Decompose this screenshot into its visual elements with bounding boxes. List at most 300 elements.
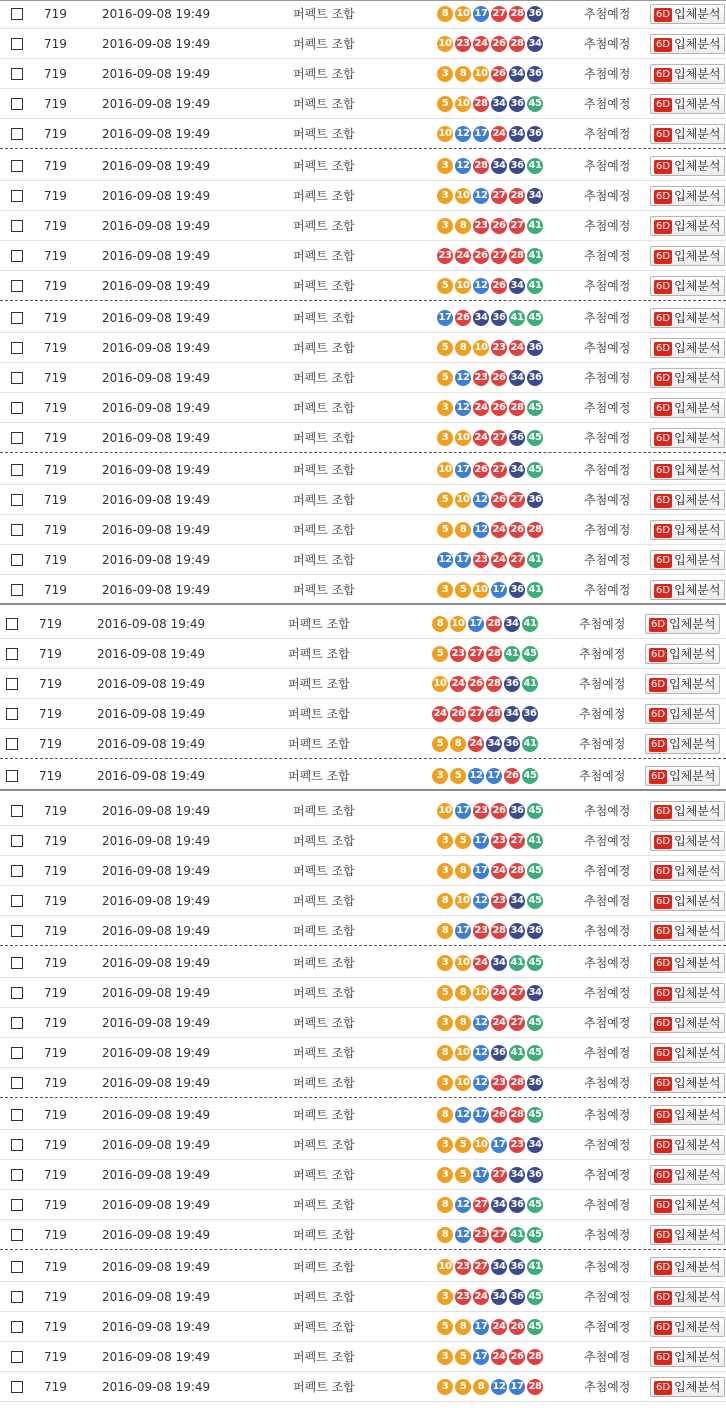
combination-type: 퍼펙트 조합 <box>293 1138 355 1152</box>
analysis-button-label: 입체분석 <box>674 67 721 81</box>
lotto-ball: 17 <box>437 310 453 326</box>
row-checkbox[interactable] <box>11 160 23 172</box>
round-number: 719 <box>44 553 67 567</box>
combination-type: 퍼펙트 조합 <box>288 617 350 631</box>
lotto-ball: 23 <box>455 1289 471 1305</box>
analysis-3d-button[interactable] <box>650 1287 725 1307</box>
lotto-ball: 24 <box>473 1289 489 1305</box>
row-checkbox[interactable] <box>11 1109 23 1121</box>
lotto-ball: 5 <box>455 1167 471 1183</box>
lotto-ball: 34 <box>491 158 507 174</box>
row-checkbox[interactable] <box>6 738 18 750</box>
row-checkbox[interactable] <box>11 128 23 140</box>
analysis-3d-button[interactable] <box>650 276 725 296</box>
analysis-3d-button[interactable] <box>650 460 725 480</box>
draw-status: 추첨예정 <box>584 431 631 445</box>
round-number: 719 <box>44 189 67 203</box>
row-checkbox[interactable] <box>11 1077 23 1089</box>
analysis-button-label: 입체분석 <box>674 431 721 445</box>
badge-6d: 6D <box>656 1018 671 1029</box>
lotto-ball: 27 <box>468 646 484 662</box>
row-checkbox[interactable] <box>11 1229 23 1241</box>
lotto-ball: 5 <box>437 96 453 112</box>
row-checkbox[interactable] <box>11 220 23 232</box>
draw-date: 2016-09-08 19:49 <box>102 1076 211 1090</box>
lotto-ball: 24 <box>509 340 525 356</box>
draw-date: 2016-09-08 19:49 <box>97 769 206 783</box>
lotto-ball: 8 <box>455 522 471 538</box>
analysis-3d-button[interactable] <box>650 186 725 206</box>
analysis-3d-button[interactable] <box>650 953 725 973</box>
row-checkbox[interactable] <box>6 618 18 630</box>
table-row <box>0 334 726 363</box>
lotto-ball: 3 <box>437 1349 453 1365</box>
lotto-number-balls <box>437 1259 545 1275</box>
row-checkbox[interactable] <box>11 1321 23 1333</box>
draw-status: 추첨예정 <box>584 67 631 81</box>
analysis-button-label: 입체분석 <box>674 1380 721 1394</box>
draw-date: 2016-09-08 19:49 <box>97 737 206 751</box>
draw-date: 2016-09-08 19:49 <box>102 1016 211 1030</box>
lotto-ball: 10 <box>450 616 466 632</box>
badge-6d: 6D <box>656 433 671 444</box>
lotto-ball: 34 <box>504 706 520 722</box>
lotto-ball: 17 <box>473 1167 489 1183</box>
round-number: 719 <box>44 1380 67 1394</box>
analysis-3d-button[interactable] <box>650 520 725 540</box>
row-checkbox[interactable] <box>11 1199 23 1211</box>
table-row <box>0 152 726 181</box>
lotto-ball: 34 <box>509 66 525 82</box>
draw-date: 2016-09-08 19:49 <box>102 189 211 203</box>
lotto-ball: 3 <box>437 158 453 174</box>
draw-date: 2016-09-08 19:49 <box>102 1290 211 1304</box>
lotto-ball: 23 <box>473 923 489 939</box>
combination-type: 퍼펙트 조합 <box>293 924 355 938</box>
draw-date: 2016-09-08 19:49 <box>102 431 211 445</box>
row-checkbox[interactable] <box>11 805 23 817</box>
round-number: 719 <box>44 924 67 938</box>
lotto-ball: 36 <box>504 736 520 752</box>
draw-status: 추첨예정 <box>579 737 626 751</box>
lotto-ball: 28 <box>486 646 502 662</box>
analysis-3d-button[interactable] <box>650 1105 725 1125</box>
analysis-3d-button[interactable] <box>650 428 725 448</box>
lotto-ball: 5 <box>437 1319 453 1335</box>
row-checkbox[interactable] <box>11 250 23 262</box>
lotto-ball: 24 <box>473 430 489 446</box>
lotto-ball: 10 <box>437 462 453 478</box>
combination-type: 퍼펙트 조합 <box>293 1320 355 1334</box>
table-row <box>0 60 726 89</box>
analysis-button-label: 입체분석 <box>674 371 721 385</box>
lotto-ball: 41 <box>527 218 543 234</box>
lotto-ball: 5 <box>437 985 453 1001</box>
analysis-3d-button[interactable] <box>650 4 725 24</box>
combination-type: 퍼펙트 조합 <box>293 493 355 507</box>
row-checkbox[interactable] <box>11 312 23 324</box>
badge-6d: 6D <box>656 1230 671 1241</box>
lotto-ball: 36 <box>491 1045 507 1061</box>
table-row <box>0 486 726 515</box>
lotto-number-balls <box>437 1015 545 1031</box>
table-row <box>0 30 726 59</box>
row-checkbox[interactable] <box>11 895 23 907</box>
lotto-ball: 26 <box>491 492 507 508</box>
lotto-ball: 12 <box>491 1379 507 1395</box>
draw-status: 추첨예정 <box>584 127 631 141</box>
lotto-ball: 45 <box>527 893 543 909</box>
table-row <box>0 242 726 271</box>
analysis-button-label: 입체분석 <box>674 986 721 1000</box>
analysis-3d-button[interactable] <box>650 861 725 881</box>
analysis-3d-button[interactable] <box>650 921 725 941</box>
combination-type: 퍼펙트 조합 <box>293 189 355 203</box>
row-checkbox[interactable] <box>11 464 23 476</box>
lotto-ball: 12 <box>455 126 471 142</box>
row-checkbox[interactable] <box>11 1047 23 1059</box>
lotto-ball: 27 <box>473 1197 489 1213</box>
draw-status: 추첨예정 <box>579 647 626 661</box>
badge-6d: 6D <box>656 9 671 20</box>
lotto-ball: 10 <box>455 430 471 446</box>
draw-date: 2016-09-08 19:49 <box>102 279 211 293</box>
draw-status: 추첨예정 <box>584 1380 631 1394</box>
row-checkbox[interactable] <box>6 678 18 690</box>
lotto-ball: 5 <box>437 340 453 356</box>
lotto-ball: 27 <box>509 218 525 234</box>
lotto-ball: 26 <box>491 370 507 386</box>
combination-type: 퍼펙트 조합 <box>288 677 350 691</box>
badge-6d: 6D <box>656 1382 671 1393</box>
analysis-3d-button[interactable] <box>645 674 720 694</box>
lotto-number-balls <box>437 1319 545 1335</box>
lotto-ball: 41 <box>527 552 543 568</box>
analysis-3d-button[interactable] <box>650 1165 725 1185</box>
analysis-button-label: 입체분석 <box>674 189 721 203</box>
lotto-ball: 45 <box>527 462 543 478</box>
analysis-3d-button[interactable] <box>645 644 720 664</box>
draw-status: 추첨예정 <box>584 341 631 355</box>
lotto-ball: 34 <box>491 955 507 971</box>
analysis-3d-button[interactable] <box>650 398 725 418</box>
round-number: 719 <box>44 1108 67 1122</box>
lotto-ball: 17 <box>491 1137 507 1153</box>
analysis-3d-button[interactable] <box>650 124 725 144</box>
badge-6d: 6D <box>656 1292 671 1303</box>
badge-6d: 6D <box>656 1200 671 1211</box>
draw-date: 2016-09-08 19:49 <box>102 7 211 21</box>
draw-status: 추첨예정 <box>584 1228 631 1242</box>
row-checkbox[interactable] <box>11 8 23 20</box>
round-number: 719 <box>44 159 67 173</box>
draw-status: 추첨예정 <box>584 1016 631 1030</box>
lotto-number-balls <box>437 400 545 416</box>
badge-6d: 6D <box>651 739 666 750</box>
badge-6d: 6D <box>656 313 671 324</box>
lotto-ball: 17 <box>473 863 489 879</box>
badge-6d: 6D <box>656 1352 671 1363</box>
draw-date: 2016-09-08 19:49 <box>102 463 211 477</box>
lotto-ball: 41 <box>527 278 543 294</box>
table-row <box>0 516 726 545</box>
draw-status: 추첨예정 <box>584 894 631 908</box>
row-checkbox[interactable] <box>11 432 23 444</box>
lotto-ball: 3 <box>437 400 453 416</box>
row-checkbox[interactable] <box>11 1261 23 1273</box>
analysis-3d-button[interactable] <box>650 801 725 821</box>
round-number: 719 <box>44 986 67 1000</box>
draw-date: 2016-09-08 19:49 <box>102 894 211 908</box>
analysis-3d-button[interactable] <box>650 216 725 236</box>
analysis-3d-button[interactable] <box>645 734 720 754</box>
analysis-3d-button[interactable] <box>650 1043 725 1063</box>
row-checkbox[interactable] <box>11 1169 23 1181</box>
lotto-ball: 10 <box>437 126 453 142</box>
badge-6d: 6D <box>656 373 671 384</box>
draw-status: 추첨예정 <box>584 553 631 567</box>
lotto-number-balls <box>437 522 545 538</box>
lotto-ball: 8 <box>437 893 453 909</box>
row-checkbox[interactable] <box>11 38 23 50</box>
analysis-button-label: 입체분석 <box>674 1320 721 1334</box>
lotto-number-balls <box>437 188 545 204</box>
analysis-button-label: 입체분석 <box>674 1198 721 1212</box>
lotto-ball: 24 <box>491 522 507 538</box>
row-checkbox[interactable] <box>11 1017 23 1029</box>
lotto-ball: 3 <box>437 863 453 879</box>
table-row <box>0 949 726 978</box>
row-checkbox[interactable] <box>11 1381 23 1393</box>
row-checkbox[interactable] <box>11 584 23 596</box>
lotto-ball: 23 <box>491 833 507 849</box>
lotto-ball: 10 <box>437 36 453 52</box>
lotto-ball: 45 <box>527 1107 543 1123</box>
lotto-ball: 36 <box>509 96 525 112</box>
lotto-ball: 17 <box>473 6 489 22</box>
lotto-ball: 26 <box>509 522 525 538</box>
draw-date: 2016-09-08 19:49 <box>102 493 211 507</box>
lotto-ball: 12 <box>437 552 453 568</box>
lotto-ball: 27 <box>509 552 525 568</box>
lotto-ball: 3 <box>437 1137 453 1153</box>
analysis-3d-button[interactable] <box>650 1073 725 1093</box>
draw-status: 추첨예정 <box>584 97 631 111</box>
analysis-3d-button[interactable] <box>650 1013 725 1033</box>
lotto-ball: 45 <box>527 1045 543 1061</box>
analysis-3d-button[interactable] <box>650 490 725 510</box>
combination-type: 퍼펙트 조합 <box>293 311 355 325</box>
badge-6d: 6D <box>656 926 671 937</box>
table-row <box>0 1373 726 1402</box>
lotto-ball: 27 <box>509 1015 525 1031</box>
combination-type: 퍼펙트 조합 <box>288 647 350 661</box>
draw-date: 2016-09-08 19:49 <box>102 924 211 938</box>
row-checkbox[interactable] <box>11 925 23 937</box>
draw-date: 2016-09-08 19:49 <box>102 1138 211 1152</box>
lotto-ball: 8 <box>455 218 471 234</box>
row-checkbox[interactable] <box>11 1291 23 1303</box>
badge-6d: 6D <box>656 403 671 414</box>
row-checkbox[interactable] <box>11 494 23 506</box>
row-checkbox[interactable] <box>11 372 23 384</box>
lotto-ball: 24 <box>491 1349 507 1365</box>
analysis-3d-button[interactable] <box>650 64 725 84</box>
combination-type: 퍼펙트 조합 <box>293 341 355 355</box>
analysis-3d-button[interactable] <box>645 766 720 786</box>
row-checkbox[interactable] <box>6 708 18 720</box>
analysis-3d-button[interactable] <box>650 1377 725 1397</box>
row-checkbox[interactable] <box>11 1139 23 1151</box>
draw-status: 추첨예정 <box>584 493 631 507</box>
lotto-ball: 34 <box>527 188 543 204</box>
table-row <box>0 394 726 423</box>
analysis-3d-button[interactable] <box>650 1225 725 1245</box>
row-checkbox[interactable] <box>11 554 23 566</box>
analysis-3d-button[interactable] <box>650 550 725 570</box>
row-checkbox[interactable] <box>6 770 18 782</box>
round-number: 719 <box>44 834 67 848</box>
table-row <box>0 797 726 826</box>
lotto-ball: 23 <box>473 1227 489 1243</box>
lotto-ball: 12 <box>455 158 471 174</box>
combination-type: 퍼펙트 조합 <box>293 523 355 537</box>
round-number: 719 <box>44 279 67 293</box>
round-number: 719 <box>44 463 67 477</box>
lotto-ball: 45 <box>527 1289 543 1305</box>
analysis-3d-button[interactable] <box>650 308 725 328</box>
lotto-number-balls <box>437 1227 545 1243</box>
lotto-ball: 5 <box>455 1349 471 1365</box>
lotto-ball: 12 <box>473 1045 489 1061</box>
lotto-ball: 28 <box>486 676 502 692</box>
table-row <box>0 670 726 699</box>
analysis-3d-button[interactable] <box>650 1257 725 1277</box>
lotto-ball: 45 <box>527 1197 543 1213</box>
row-checkbox[interactable] <box>11 987 23 999</box>
table-row <box>0 456 726 485</box>
badge-6d: 6D <box>656 99 671 110</box>
row-checkbox[interactable] <box>11 524 23 536</box>
badge-6d: 6D <box>651 619 666 630</box>
lotto-number-balls <box>437 893 545 909</box>
analysis-3d-button[interactable] <box>650 156 725 176</box>
lotto-ball: 26 <box>491 66 507 82</box>
lotto-ball: 26 <box>450 706 466 722</box>
analysis-3d-button[interactable] <box>650 94 725 114</box>
draw-status: 추첨예정 <box>584 249 631 263</box>
badge-6d: 6D <box>656 39 671 50</box>
table-row <box>0 1069 726 1098</box>
lotto-ball: 36 <box>509 1289 525 1305</box>
analysis-button-label: 입체분석 <box>674 463 721 477</box>
round-number: 719 <box>44 523 67 537</box>
lotto-ball: 41 <box>509 1227 525 1243</box>
lotto-ball: 3 <box>437 833 453 849</box>
row-checkbox[interactable] <box>11 98 23 110</box>
lotto-ball: 27 <box>491 1167 507 1183</box>
lotto-ball: 41 <box>527 1259 543 1275</box>
analysis-button-label: 입체분석 <box>674 97 721 111</box>
row-checkbox[interactable] <box>11 1351 23 1363</box>
lotto-number-balls <box>437 66 545 82</box>
lotto-ball: 24 <box>432 706 448 722</box>
analysis-3d-button[interactable] <box>645 704 720 724</box>
analysis-3d-button[interactable] <box>650 1317 725 1337</box>
lotto-ball: 10 <box>455 893 471 909</box>
analysis-3d-button[interactable] <box>650 1135 725 1155</box>
draw-date: 2016-09-08 19:49 <box>102 1168 211 1182</box>
round-number: 719 <box>39 707 62 721</box>
badge-6d: 6D <box>656 585 671 596</box>
draw-status: 추첨예정 <box>584 523 631 537</box>
analysis-3d-button[interactable] <box>650 246 725 266</box>
lotto-number-balls <box>437 36 545 52</box>
analysis-3d-button[interactable] <box>650 34 725 54</box>
lotto-ball: 5 <box>437 370 453 386</box>
analysis-3d-button[interactable] <box>650 831 725 851</box>
row-checkbox[interactable] <box>11 190 23 202</box>
lotto-ball: 27 <box>509 833 525 849</box>
row-checkbox[interactable] <box>11 402 23 414</box>
analysis-3d-button[interactable] <box>650 983 725 1003</box>
badge-6d: 6D <box>656 1140 671 1151</box>
draw-status: 추첨예정 <box>584 1260 631 1274</box>
lotto-ball: 5 <box>437 522 453 538</box>
lotto-ball: 12 <box>473 278 489 294</box>
lotto-ball: 12 <box>473 188 489 204</box>
analysis-3d-button[interactable] <box>650 1347 725 1367</box>
analysis-3d-button[interactable] <box>650 1195 725 1215</box>
lotto-ball: 3 <box>437 1289 453 1305</box>
lotto-ball: 24 <box>491 126 507 142</box>
analysis-3d-button[interactable] <box>650 338 725 358</box>
lotto-number-balls <box>437 158 545 174</box>
analysis-3d-button[interactable] <box>650 368 725 388</box>
lotto-ball: 36 <box>527 492 543 508</box>
row-checkbox[interactable] <box>11 68 23 80</box>
combination-type: 퍼펙트 조합 <box>293 7 355 21</box>
analysis-3d-button[interactable] <box>645 614 720 634</box>
row-checkbox[interactable] <box>11 835 23 847</box>
row-checkbox[interactable] <box>11 865 23 877</box>
round-number: 719 <box>44 583 67 597</box>
table-row <box>0 917 726 946</box>
draw-status: 추첨예정 <box>584 37 631 51</box>
badge-6d: 6D <box>656 1322 671 1333</box>
analysis-3d-button[interactable] <box>650 580 725 600</box>
draw-date: 2016-09-08 19:49 <box>97 647 206 661</box>
row-checkbox[interactable] <box>11 280 23 292</box>
row-checkbox[interactable] <box>11 957 23 969</box>
lotto-ball: 36 <box>509 803 525 819</box>
lotto-ball: 24 <box>491 1015 507 1031</box>
combination-type: 퍼펙트 조합 <box>288 707 350 721</box>
draw-date: 2016-09-08 19:49 <box>102 371 211 385</box>
combination-type: 퍼펙트 조합 <box>293 127 355 141</box>
lotto-ball: 41 <box>527 582 543 598</box>
lotto-number-balls <box>437 803 545 819</box>
round-number: 719 <box>44 7 67 21</box>
lotto-ball: 24 <box>468 736 484 752</box>
row-checkbox[interactable] <box>6 648 18 660</box>
row-checkbox[interactable] <box>11 342 23 354</box>
analysis-3d-button[interactable] <box>650 891 725 911</box>
lotto-number-balls <box>437 6 545 22</box>
lotto-number-balls <box>437 1349 545 1365</box>
round-number: 719 <box>44 956 67 970</box>
badge-6d: 6D <box>656 251 671 262</box>
